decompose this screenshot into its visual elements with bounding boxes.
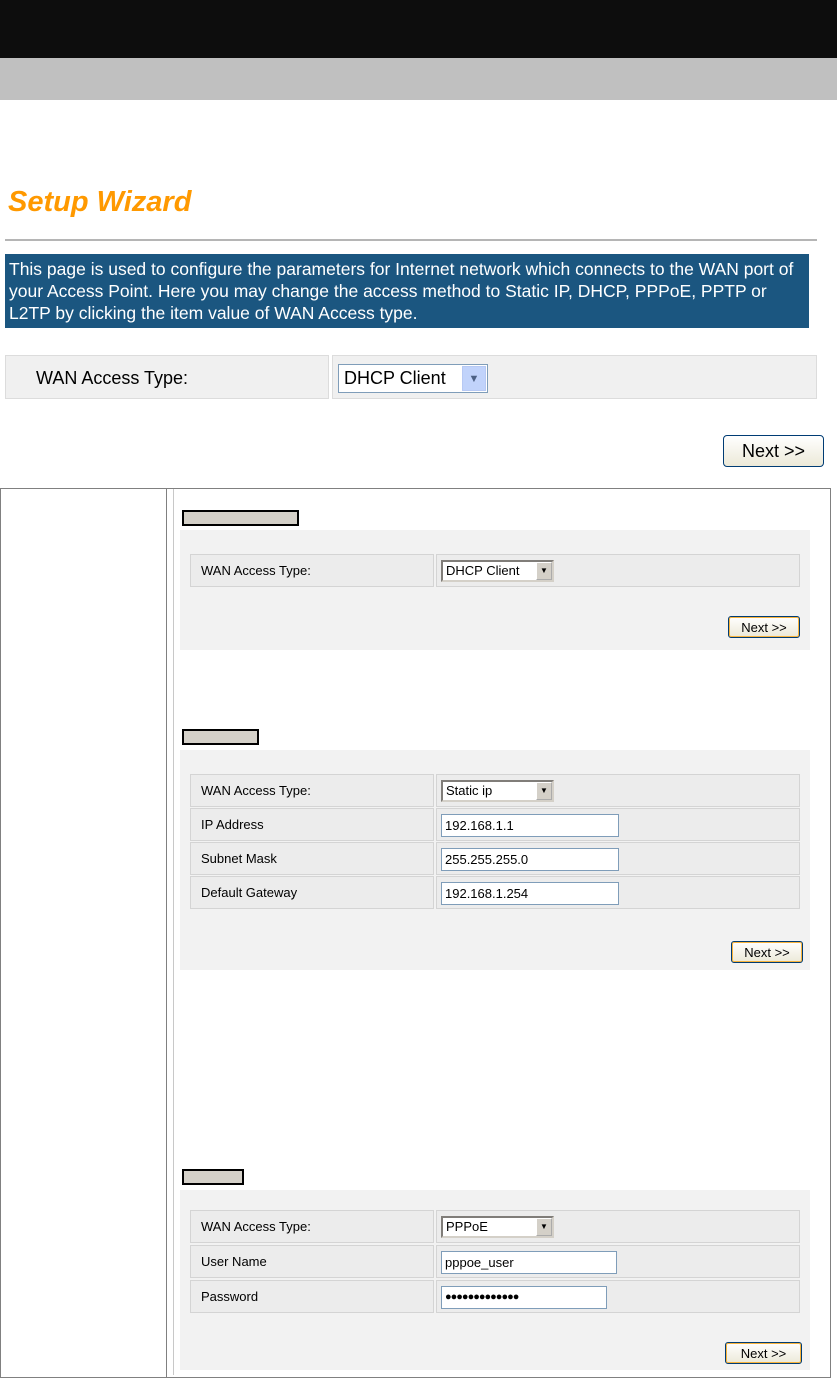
wan-access-select[interactable] (338, 364, 488, 393)
chevron-down-icon[interactable]: ▼ (536, 1218, 552, 1236)
dhcp-wan-select[interactable] (441, 560, 554, 582)
dhcp-next-button[interactable]: Next >> (728, 616, 800, 638)
default-gateway-row (190, 876, 800, 909)
default-gateway-input[interactable]: 192.168.1.254 (441, 882, 619, 905)
password-input[interactable]: ●●●●●●●●●●●●● (441, 1286, 607, 1309)
subnet-mask-cell (436, 842, 800, 875)
static-wan-cell (436, 774, 800, 807)
wan-access-row (5, 355, 817, 399)
dhcp-wan-cell (436, 554, 800, 587)
pppoe-wan-select-value: PPPoE (446, 1219, 488, 1234)
top-header-bar (0, 0, 837, 58)
ip-address-cell (436, 808, 800, 841)
frame-left-column (1, 489, 167, 1377)
dhcp-panel (180, 530, 810, 650)
page-title: Setup Wizard (8, 186, 192, 218)
user-name-row (190, 1245, 800, 1278)
subnet-mask-row (190, 842, 800, 875)
static-wan-select[interactable] (441, 780, 554, 802)
ip-address-row (190, 808, 800, 841)
dhcp-wan-select-value: DHCP Client (446, 563, 520, 578)
chevron-down-icon[interactable]: ▼ (536, 782, 552, 800)
ip-address-input[interactable]: 192.168.1.1 (441, 814, 619, 837)
password-cell (436, 1280, 800, 1313)
user-name-input[interactable]: pppoe_user (441, 1251, 617, 1274)
title-divider (5, 239, 817, 241)
default-gateway-cell (436, 876, 800, 909)
description-box: This page is used to configure the parameters for Internet network which connects to the WAN port of your Access Point. Here you may change the access method to Static IP, DHCP, PPPoE, PPTP or L2TP by clicking the item value of WAN Access type. (5, 254, 809, 328)
password-row (190, 1280, 800, 1313)
chevron-down-icon[interactable]: ▼ (462, 366, 486, 391)
user-name-cell (436, 1245, 800, 1278)
wan-access-cell (332, 355, 817, 399)
default-gateway-label: Default Gateway (190, 876, 434, 909)
chevron-down-icon[interactable]: ▼ (536, 562, 552, 580)
static-next-button[interactable]: Next >> (731, 941, 803, 963)
pppoe-panel (180, 1190, 810, 1370)
static-panel-header (182, 729, 259, 745)
static-wan-select-value: Static ip (446, 783, 493, 798)
user-name-label: User Name (190, 1245, 434, 1278)
wan-access-label: WAN Access Type: (5, 355, 329, 399)
pppoe-next-button[interactable]: Next >> (725, 1342, 802, 1364)
sub-header-bar (0, 58, 837, 100)
subnet-mask-input[interactable]: 255.255.255.0 (441, 848, 619, 871)
pppoe-wan-row (190, 1210, 800, 1243)
password-label: Password (190, 1280, 434, 1313)
dhcp-panel-header (182, 510, 299, 526)
ip-address-label: IP Address (190, 808, 434, 841)
subnet-mask-label: Subnet Mask (190, 842, 434, 875)
pppoe-panel-header (182, 1169, 244, 1185)
pppoe-wan-label: WAN Access Type: (190, 1210, 434, 1243)
dhcp-wan-row (190, 554, 800, 587)
pppoe-wan-cell (436, 1210, 800, 1243)
static-wan-row (190, 774, 800, 807)
static-panel (180, 750, 810, 970)
dhcp-wan-label: WAN Access Type: (190, 554, 434, 587)
wan-access-select-value: DHCP Client (344, 368, 446, 388)
next-button[interactable]: Next >> (723, 435, 824, 467)
static-wan-label: WAN Access Type: (190, 774, 434, 807)
pppoe-wan-select[interactable] (441, 1216, 554, 1238)
